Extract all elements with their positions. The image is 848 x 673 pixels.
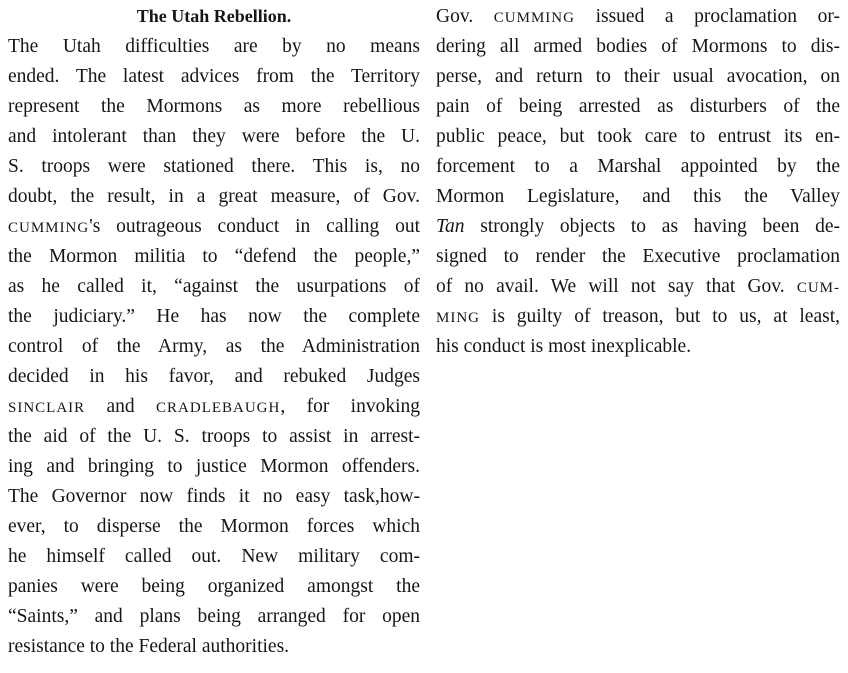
text-line: dering all armed bodies of Mormons to dis- bbox=[436, 36, 840, 57]
text-line: ever, to disperse the Mormon forces which bbox=[8, 516, 420, 537]
text-line: CUMMING's outrageous conduct in calling out bbox=[8, 216, 420, 237]
text-line: Mormon Legislature, and this the Valley bbox=[436, 186, 840, 207]
text-line: MING is guilty of treason, but to us, at least, bbox=[436, 306, 840, 327]
text-line: The Utah difficulties are by no means bbox=[8, 36, 420, 57]
text-line: of no avail. We will not say that Gov. CUM- bbox=[436, 276, 840, 297]
text-line: pain of being arrested as disturbers of the bbox=[436, 96, 840, 117]
text-line: SINCLAIR and CRADLEBAUGH, for invoking bbox=[8, 396, 420, 417]
text-line: decided in his favor, and rebuked Judges bbox=[8, 366, 420, 387]
text-line: ing and bringing to justice Mormon offenders. bbox=[8, 456, 420, 477]
text-line: Gov. CUMMING issued a proclamation or- bbox=[436, 6, 840, 27]
text-line: his conduct is most inexplicable. bbox=[436, 336, 692, 357]
text-line: forcement to a Marshal appointed by the bbox=[436, 156, 840, 177]
text-line: Tan strongly objects to as having been de- bbox=[436, 216, 840, 237]
text-line: represent the Mormons as more rebellious bbox=[8, 96, 420, 117]
text-line: as he called it, “against the usurpations of bbox=[8, 276, 420, 297]
text-line: signed to render the Executive proclamation bbox=[436, 246, 840, 267]
text-line: doubt, the result, in a great measure, of Gov. bbox=[8, 186, 420, 207]
text-line: perse, and return to their usual avocation, on bbox=[436, 66, 840, 87]
text-line: public peace, but took care to entrust its en- bbox=[436, 126, 840, 147]
text-line: control of the Army, as the Administration bbox=[8, 336, 420, 357]
text-line: resistance to the Federal authorities. bbox=[8, 636, 290, 657]
text-line: and intolerant than they were before the U. bbox=[8, 126, 420, 147]
text-line: S. troops were stationed there. This is, no bbox=[8, 156, 420, 177]
article-headline: The Utah Rebellion. bbox=[136, 6, 292, 26]
text-line: The Governor now finds it no easy task,how- bbox=[8, 486, 420, 507]
text-line: “Saints,” and plans being arranged for open bbox=[8, 606, 420, 627]
text-line: the aid of the U. S. troops to assist in arrest- bbox=[8, 426, 420, 447]
text-line: he himself called out. New military com- bbox=[8, 546, 420, 567]
text-line: the Mormon militia to “defend the people,” bbox=[8, 246, 420, 267]
text-line: panies were being organized amongst the bbox=[8, 576, 420, 597]
text-line: ended. The latest advices from the Territory bbox=[8, 66, 420, 87]
text-line: the judiciary.” He has now the complete bbox=[8, 306, 420, 327]
